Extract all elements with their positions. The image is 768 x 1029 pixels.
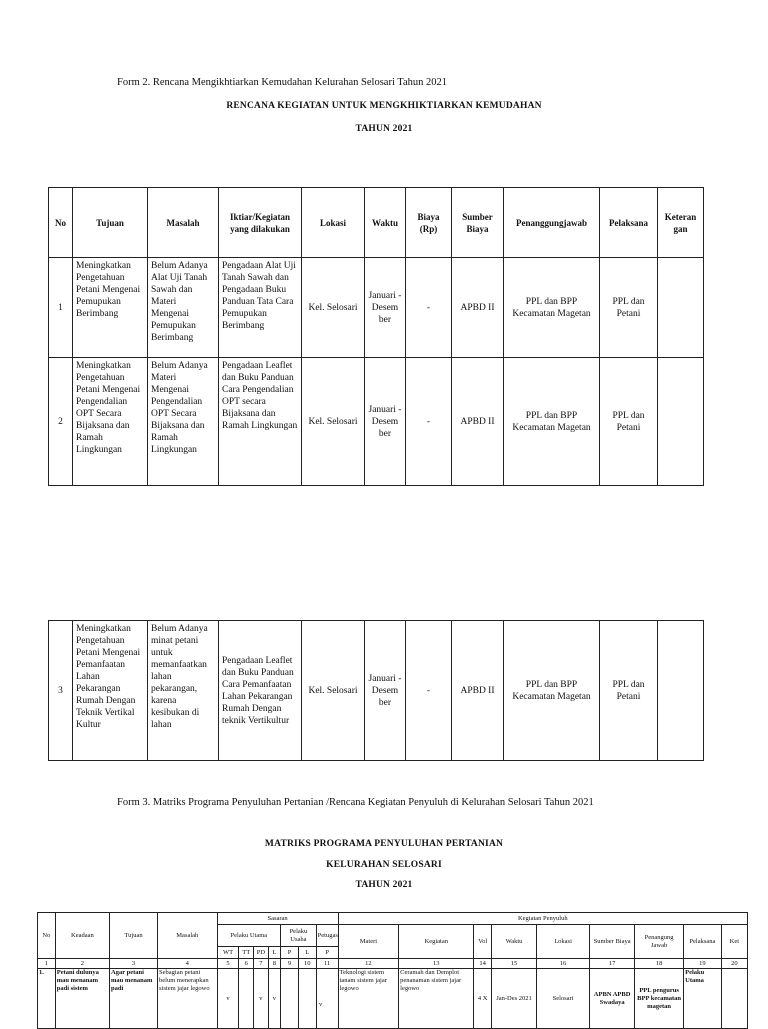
col-number: 6 [239, 959, 254, 969]
header-masalah: Masalah [158, 913, 218, 959]
row-petugas: v [319, 1001, 323, 1008]
row-waktu: Jan-Des 2021 [492, 969, 537, 1029]
form2-table-continued [48, 620, 704, 761]
form2-header-row [49, 188, 704, 258]
col-number: 20 [721, 959, 747, 969]
row-ket [658, 358, 704, 486]
sub-p: P [281, 947, 299, 959]
form2-subtitle: TAHUN 2021 [355, 124, 413, 134]
header-penanggungjawab: Penanggungjawab [504, 188, 600, 258]
row-tujuan: Agar petani mau menanam padi [110, 969, 158, 1029]
row-tujuan: Meningkatkan Pengetahuan Petani Mengenai Pemanfaatan Lahan Pekarangan Rumah Dengan Teknik Vertikal Kultur [73, 621, 148, 761]
header-ket: Ket [721, 925, 747, 959]
form3-subtitle: KELURAHAN SELOSARI [326, 860, 442, 870]
col-number: 11 [316, 959, 338, 969]
row-pelaksana: PPL dan Petani [600, 358, 658, 486]
form3-title: MATRIKS PROGRAMA PENYULUHAN PERTANIAN [264, 839, 504, 849]
header-sumber: Sumber Biaya [452, 188, 504, 258]
row-sumber: APBD II [452, 258, 504, 358]
row-biaya: - [406, 358, 452, 486]
sub-pd: PD [254, 947, 269, 959]
row-lokasi: Kel. Selosari [302, 621, 365, 761]
row-lokasi: Selosari [536, 969, 589, 1029]
col-number: 15 [492, 959, 537, 969]
header-materi: Materi [338, 925, 399, 959]
row-sumber: APBD II [452, 358, 504, 486]
header-lokasi: Lokasi [536, 925, 589, 959]
sub-l: L [268, 947, 281, 959]
row-vol: 4 X [474, 969, 492, 1029]
col-number: 18 [635, 959, 684, 969]
col-number: 17 [590, 959, 635, 969]
row-pd: v [254, 969, 269, 1029]
row-masalah: Sebagian petani belum menerapkan sistem jajar legowo [158, 969, 218, 1029]
row-tujuan: Meningkatkan Pengetahuan Petani Mengenai Pengendalian OPT Secara Bijaksana dan Ramah Lingkungan [73, 358, 148, 486]
header-keadaan: Keadaan [55, 913, 109, 959]
row-kegiatan: Ceramah dan Demplot penanaman sistem jajar legowo [399, 969, 474, 1029]
row-no: 3 [49, 621, 73, 761]
table-row [38, 969, 748, 1029]
col-number: 7 [254, 959, 269, 969]
header-sumber: Sumber Biaya [590, 925, 635, 959]
row-no: 1 [49, 258, 73, 358]
header-pelaksana: Pelaksana [600, 188, 658, 258]
row-pj: PPL dan BPP Kecamatan Magetan [504, 358, 600, 486]
row-kegiatan: Pengadaan Leaflet dan Buku Panduan Cara Pemanfaatan Lahan Pekarangan Rumah Dengan teknik Vertikultur [219, 621, 302, 761]
row-tujuan: Meningkatkan Pengetahuan Petani Mengenai Pemupukan Berimbang [73, 258, 148, 358]
col-number: 8 [268, 959, 281, 969]
col-number: 2 [55, 959, 109, 969]
header-kegiatan: Iktiar/Kegiatan yang dilakukan [219, 188, 302, 258]
sub-tt: TT [239, 947, 254, 959]
row-p2 [316, 969, 338, 1029]
header-pj: Penangung Jawab [635, 925, 684, 959]
row-waktu: Januari - Desem ber [365, 258, 406, 358]
row-masalah: Belum Adanya Materi Mengenai Pengendalian OPT Secara Bijaksana dan Ramah Lingkungan [148, 358, 219, 486]
col-number: 13 [399, 959, 474, 969]
col-number: 19 [684, 959, 722, 969]
form3-table [37, 912, 748, 1029]
header-waktu: Waktu [365, 188, 406, 258]
row-lokasi: Kel. Selosari [302, 258, 365, 358]
row-biaya: - [406, 258, 452, 358]
row-no: 2 [49, 358, 73, 486]
row-pj: PPL dan BPP Kecamatan Magetan [504, 258, 600, 358]
table-row [49, 358, 704, 486]
row-l2 [298, 969, 316, 1029]
header-keterangan: Keteran gan [658, 188, 704, 258]
row-keadaan: Petani dulunya mau menanam padi sistem [55, 969, 109, 1029]
row-waktu: Januari - Desem ber [365, 358, 406, 486]
row-kegiatan: Pengadaan Leaflet dan Buku Panduan Cara Pengendalian OPT secara Bijaksana dan Ramah Lingkungan [219, 358, 302, 486]
header-petugas: Petugas [316, 925, 338, 947]
col-number: 3 [110, 959, 158, 969]
row-tt [239, 969, 254, 1029]
header-kegiatan-penyuluh: Kegiatan Penyuluh [338, 913, 747, 925]
row-no: 1. [38, 969, 56, 1029]
header-no: No [49, 188, 73, 258]
row-ket [721, 969, 747, 1029]
table-row [49, 258, 704, 358]
row-kegiatan: Pengadaan Alat Uji Tanah Sawah dan Pengadaan Buku Panduan Tata Cara Pemupukan Berimbang [219, 258, 302, 358]
row-biaya: - [406, 621, 452, 761]
col-number: 10 [298, 959, 316, 969]
col-number: 9 [281, 959, 299, 969]
row-ket [658, 258, 704, 358]
sub-p2: P [316, 947, 338, 959]
header-biaya: Biaya (Rp) [406, 188, 452, 258]
header-pelaku-usaha: Pelaku Usaha [281, 925, 316, 947]
row-lokasi: Kel. Selosari [302, 358, 365, 486]
header-lokasi: Lokasi [302, 188, 365, 258]
row-pelaksana: Pelaku Utama [684, 969, 722, 1029]
form3-header-row [38, 913, 748, 925]
form2-caption: Form 2. Rencana Mengikhtiarkan Kemudahan Kelurahan Selosari Tahun 2021 [117, 77, 448, 88]
row-pj: PPL dan BPP Kecamatan Magetan [504, 621, 600, 761]
row-pelaksana: PPL dan Petani [600, 621, 658, 761]
row-sumber: APBN APBD Swadaya [590, 969, 635, 1029]
col-number: 14 [474, 959, 492, 969]
header-pelaksana: Pelaksana [684, 925, 722, 959]
row-pj: PPL pengurus BPP kecamatan magetan [635, 969, 684, 1029]
form2-table [48, 187, 704, 486]
row-ket [658, 621, 704, 761]
row-materi: Teknologi sistem tanam sistem jajar legowo [338, 969, 399, 1029]
row-p [281, 969, 299, 1029]
form3-year: TAHUN 2021 [355, 880, 413, 890]
sub-l2: L [298, 947, 316, 959]
header-waktu: Waktu [492, 925, 537, 959]
table-row [49, 621, 704, 761]
row-masalah: Belum Adanya minat petani untuk memanfaatkan lahan pekarangan, karena kesibukan di lahan [148, 621, 219, 761]
header-pelaku-utama: Pelaku Utama [217, 925, 281, 947]
header-no: No [38, 913, 56, 959]
row-pelaksana: PPL dan Petani [600, 258, 658, 358]
row-waktu: Januari - Desem ber [365, 621, 406, 761]
form2-title: RENCANA KEGIATAN UNTUK MENGKHIKTIARKAN KEMUDAHAN [226, 101, 542, 111]
header-sasaran: Sasaran [217, 913, 338, 925]
header-vol: Vol [474, 925, 492, 959]
header-tujuan: Tujuan [73, 188, 148, 258]
header-tujuan: Tujuan [110, 913, 158, 959]
header-kegiatan: Kegiatan [399, 925, 474, 959]
sub-wt: WT [217, 947, 239, 959]
row-wt: v [217, 969, 239, 1029]
col-number: 5 [217, 959, 239, 969]
col-number: 4 [158, 959, 218, 969]
form3-number-row [38, 959, 748, 969]
form3-caption: Form 3. Matriks Programa Penyuluhan Pertanian /Rencana Kegiatan Penyuluh di Kelurahan Selosari Tahun 2021 [117, 797, 594, 808]
col-number: 12 [338, 959, 399, 969]
col-number: 16 [536, 959, 589, 969]
row-sumber: APBD II [452, 621, 504, 761]
header-masalah: Masalah [148, 188, 219, 258]
row-l: v [268, 969, 281, 1029]
col-number: 1 [38, 959, 56, 969]
row-masalah: Belum Adanya Alat Uji Tanah Sawah dan Materi Mengenai Pemupukan Berimbang [148, 258, 219, 358]
